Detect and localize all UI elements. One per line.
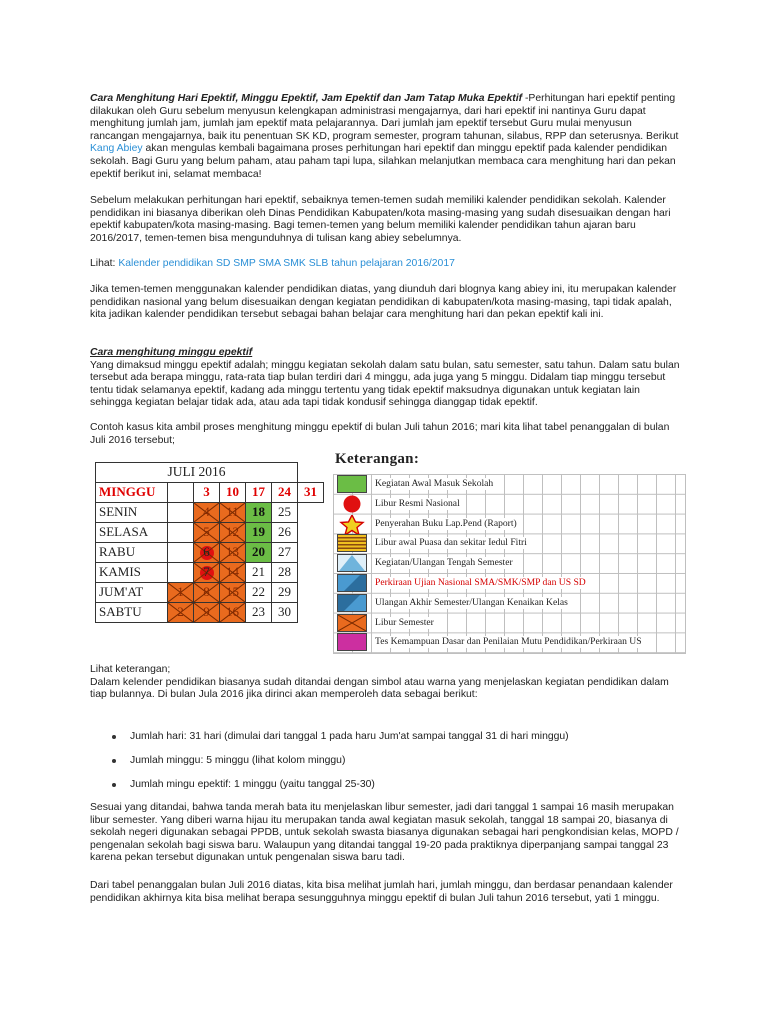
calendar-cell: 30 xyxy=(272,603,298,623)
paragraph-nasional xyxy=(90,284,682,322)
calendar-header-empty xyxy=(168,483,194,503)
paragraph-keterangan xyxy=(90,664,682,702)
calendar-cell-libur-semester: 9 xyxy=(194,603,220,623)
intro-paragraph xyxy=(90,93,682,181)
calendar-cell: 25 xyxy=(272,503,298,523)
calendar-cell-libur-semester: 13 xyxy=(220,543,246,563)
legend-label: Perkiraan Ujian Nasional SMA/SMK/SMP dan US SD xyxy=(375,577,586,588)
calendar-cell-libur-semester: 15 xyxy=(220,583,246,603)
calendar-cell-awal-masuk: 18 xyxy=(246,503,272,523)
calendar-sunday: 17 xyxy=(246,483,272,503)
legend-row xyxy=(333,632,685,652)
calendar-day-label: SENIN xyxy=(96,503,168,523)
magenta-swatch-icon xyxy=(337,633,367,651)
calendar-cell-libur-semester: 11 xyxy=(220,503,246,523)
striped-swatch-icon xyxy=(337,534,367,552)
calendar-cell-libur-semester: 4 xyxy=(194,503,220,523)
calendar-cell xyxy=(168,503,194,523)
calendar-cell: 27 xyxy=(272,543,298,563)
calendar-month-title: JULI 2016 xyxy=(96,463,298,483)
calendar-cell-libur-nasional: 7 xyxy=(194,563,220,583)
legend-label: Ulangan Akhir Semester/Ulangan Kenaikan Kelas xyxy=(375,596,568,608)
paragraph-text: Jika temen-temen menggunakan kalender pendidikan diatas, yang diunduh dari blognya kang abiey ini, itu merupakan kalender pendidikan nasional yang belum disesuaikan dengan kegiatan pendidikan di kabupaten/kota masing-masing, tapi tidak apalah, kita jadikan kalender pendidikan tersebut sebagai bahan belajar cara menghitung hari dan pekan epektif kali ini. xyxy=(90,284,677,321)
legend-label: Libur Semester xyxy=(375,616,434,628)
orange-cross-icon xyxy=(337,614,367,632)
calendar-cell xyxy=(168,563,194,583)
section-minggu-epektif xyxy=(90,347,682,410)
paragraph-text: Contoh kasus kita ambil proses menghitung minggu epektif di bulan Juli tahun 2016; mari kita lihat tabel penanggalan di bulan Juli 2016 tersebut; xyxy=(90,422,670,446)
calendar-sunday: 31 xyxy=(298,483,324,503)
legend-row xyxy=(333,514,685,534)
calendar-cell xyxy=(168,523,194,543)
triangle-icon xyxy=(337,554,367,572)
legend-label: Libur Resmi Nasional xyxy=(375,497,460,509)
paragraph-penjelasan xyxy=(90,802,682,865)
july-2016-calendar xyxy=(95,462,324,623)
calendar-cell-libur-nasional: 6 xyxy=(194,543,220,563)
calendar-header-minggu: MINGGU xyxy=(96,483,168,503)
calendar-cell xyxy=(168,543,194,563)
calendar-cell: 28 xyxy=(272,563,298,583)
calendar-day-label: RABU xyxy=(96,543,168,563)
intro-text-1: -Perhitungan hari epektif penting dilakukan oleh Guru sebelum menyusun kelengkapan administrasi mengajarnya, dari hari epektif ini nantinya Guru dapat menghitung jumlah jam, jumlah jam epektif mata pelajarannya. Dari jumlah jam epektif tersebut Guru mulai menyusun rancangan mengajarnya, baik itu penentuan SK KD, program semester, program tahunan, silabus, RPP dan seterusnya. Berikut xyxy=(90,93,679,142)
paragraph-text: Lihat keterangan; xyxy=(90,664,171,675)
section-body: Yang dimaksud minggu epektif adalah; minggu kegiatan sekolah dalam satu bulan, satu semester, satu tahun. Dalam satu bulan tersebut ada berapa minggu, rata-rata tiap bulan terdiri dari 4 minggu, ada juga yang 5 minggu. Didalam tiap minggu tersebut tentu tidak selamanya epektif, kadang ada minggu tertentu yang tidak epektif maksudnya digunakan untuk kegiatan lain sehingga kegiatan belajar tidak ada, atau ada tapi tidak kondusif sehingga dianggap tidak epektif. xyxy=(90,359,680,409)
author-link[interactable]: Kang Abiey xyxy=(90,143,143,155)
legend-grid xyxy=(333,474,686,654)
paragraph-text: Sebelum melakukan perhitungan hari epektif, sebaiknya temen-temen sudah memiliki kalender pendidikan sekolah. Kalender pendidikan ini biasanya diberikan oleh Dinas Pendidikan Kabupaten/kota masing-masing yang sudah disesuaikan dengan hari epektif kabupaten/kota masing-masing. Bagi temen-temen yang belum memiliki kalender pendidikan tahun ajaran baru 2016/2017, temen-temen bisa mengunduhnya di tulisan kang abiey sebelumnya. xyxy=(90,195,671,244)
calendar-day-label: SELASA xyxy=(96,523,168,543)
paragraph-text: Dalam kelender pendidikan biasanya sudah ditandai dengan simbol atau warna yang menjelaskan kegiatan pendidikan dalam tiap bulannya. Di bulan Jula 2016 jika dirinci akan memperoleh data sebagai berikut: xyxy=(90,676,669,701)
green-swatch-icon xyxy=(337,475,367,493)
paragraph-contoh xyxy=(90,422,682,447)
list-item: Jumlah hari: 31 hari (dimulai dari tanggal 1 pada haru Jum'at sampai tanggal 31 di hari minggu) xyxy=(130,731,569,744)
paragraph-kalender xyxy=(90,195,682,245)
calendar-cell-libur-semester: 8 xyxy=(194,583,220,603)
calendar-cell-libur-semester: 16 xyxy=(220,603,246,623)
calendar-cell: 29 xyxy=(272,583,298,603)
calendar-cell-awal-masuk: 19 xyxy=(246,523,272,543)
calendar-cell-libur-semester: 1 xyxy=(168,583,194,603)
star-icon xyxy=(337,515,367,533)
legend-row xyxy=(333,573,685,593)
calendar-cell-awal-masuk: 20 xyxy=(246,543,272,563)
calendar-sunday: 10 xyxy=(220,483,246,503)
calendar-cell: 22 xyxy=(246,583,272,603)
calendar-sunday: 24 xyxy=(272,483,298,503)
lihat-line xyxy=(90,258,682,271)
calendar-cell-libur-semester: 5 xyxy=(194,523,220,543)
calendar-cell-libur-semester: 2 xyxy=(168,603,194,623)
paragraph-text: Sesuai yang ditandai, bahwa tanda merah bata itu menjelaskan libur semester, jadi dari tanggal 1 sampai 16 masih merupakan libur semester. Yang diberi warna hijau itu merupakan tanda awal kegiatan masuk sekolah, tanggal 18 sampai 20, biasanya di sekolah negeri digunakan sebagai PPDB, untuk sekolah swasta biasanya digunakan sebagai hari pengkondisian kelas, MOPD / pengenalan sekolah bagi siswa baru. Walaupun yang ditandai tanggal 19-20 pada praktiknya diperpanjang sampai tanggal 23 karena pekan tersebut digunakan untuk pengenalan siswa baru tadi. xyxy=(90,802,679,864)
legend-label: Kegiatan/Ulangan Tengah Semester xyxy=(375,557,513,569)
kalender-pendidikan-link[interactable]: Kalender pendidikan SD SMP SMA SMK SLB tahun pelajaran 2016/2017 xyxy=(118,258,455,269)
calendar-sunday: 3 xyxy=(194,483,220,503)
legend-row xyxy=(333,474,685,494)
calendar-cell: 23 xyxy=(246,603,272,623)
calendar-cell-libur-semester: 14 xyxy=(220,563,246,583)
legend-label: Libur awal Puasa dan sekitar Iedul Fitri xyxy=(375,537,527,549)
list-item: Jumlah mingu epektif: 1 minggu (yaitu tanggal 25-30) xyxy=(130,779,375,792)
blue-diagonal-icon xyxy=(337,574,367,592)
calendar-cell-libur-semester: 12 xyxy=(220,523,246,543)
article-title: Cara Menghitung Hari Epektif, Minggu Epektif, Jam Epektif dan Jam Tatap Muka Epektif xyxy=(90,93,523,104)
list-item: Jumlah minggu: 5 minggu (lihat kolom minggu) xyxy=(130,755,345,768)
section-heading: Cara menghitung minggu epektif xyxy=(90,347,253,358)
legend-row xyxy=(333,613,685,633)
paragraph-text: Dari tabel penanggalan bulan Juli 2016 diatas, kita bisa melihat jumlah hari, jumlah minggu, dan berdasar penandaan kalender pendidikan akhirnya kita bisa melihat berapa sesungguhnya minggu epektif di bulan Juli tahun 2016 tersebut, yati 1 minggu. xyxy=(90,880,673,904)
legend-row xyxy=(333,553,685,573)
calendar-day-label: KAMIS xyxy=(96,563,168,583)
legend-row xyxy=(333,494,685,514)
calendar-day-label: JUM'AT xyxy=(96,583,168,603)
red-circle-icon xyxy=(337,495,367,513)
calendar-cell: 21 xyxy=(246,563,272,583)
intro-text-2: akan mengulas kembali bagaimana proses perhitungan hari epektif dan minggu epektif pada kalender pendidikan sekolah. Bagi Guru yang belum paham, atau paham tapi lupa, silahkan melanjutkan membaca cara menghitung hari dan pekan epektif berikut ini, selamat membaca! xyxy=(90,143,676,180)
legend-label: Kegiatan Awal Masuk Sekolah xyxy=(375,478,494,489)
blue-diagonal-icon xyxy=(337,594,367,612)
legend-label: Penyerahan Buku Lap.Pend (Raport) xyxy=(375,517,517,529)
calendar-day-label: SABTU xyxy=(96,603,168,623)
legend-label: Tes Kemampuan Dasar dan Penilaian Mutu Pendidikan/Perkiraan US xyxy=(375,636,642,648)
paragraph-kesimpulan xyxy=(90,880,682,905)
legend-row xyxy=(333,533,685,553)
legend-title: Keterangan: xyxy=(335,451,420,467)
calendar-legend xyxy=(333,453,685,653)
calendar-cell: 26 xyxy=(272,523,298,543)
legend-row xyxy=(333,593,685,613)
lihat-prefix: Lihat: xyxy=(90,258,119,269)
